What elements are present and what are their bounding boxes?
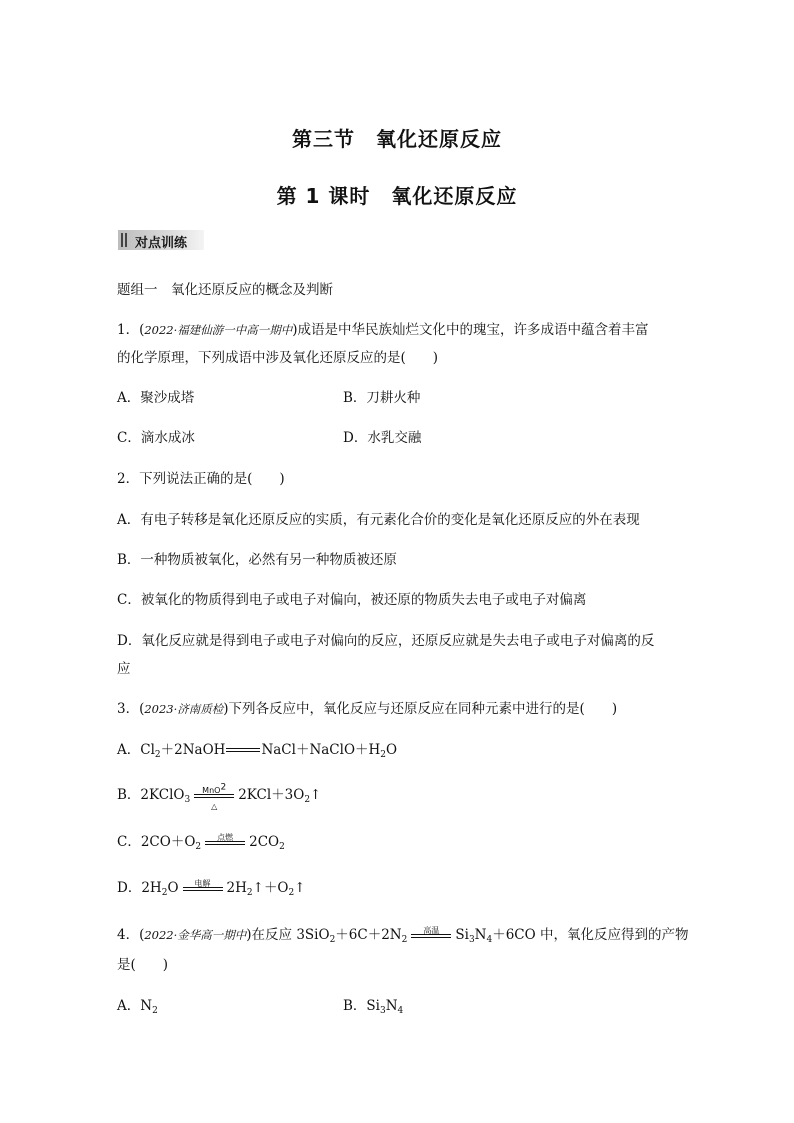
equals-sign-icon	[226, 747, 260, 755]
question-2-stem: 2．下列说法正确的是( )	[117, 471, 285, 487]
formula-part: ＋6C＋2N	[335, 927, 402, 943]
question-4-line-2: 是( )	[117, 957, 169, 973]
condition-line	[183, 887, 223, 888]
question-2-option-b: B．一种物质被氧化，必然有另一种物质被还原	[117, 552, 397, 568]
badge-bar-icon	[125, 233, 127, 247]
question-3-option-a	[117, 741, 397, 759]
practice-badge	[118, 230, 204, 250]
option-label: A．	[117, 742, 141, 758]
formula-part: Si	[455, 927, 469, 943]
subscript: 2	[152, 1006, 158, 1016]
formula-part: NaCl＋NaClO＋H	[261, 742, 381, 758]
formula-part: 2CO＋O	[140, 834, 196, 850]
question-1-line-1	[117, 321, 649, 339]
condition-text: MnO	[202, 785, 221, 795]
formula-part: N	[474, 927, 487, 943]
formula-part: )在反应 3SiO	[246, 927, 330, 943]
question-text: ＋6CO 中，氧化反应得到的产物	[492, 927, 689, 943]
condition-text: 高温	[423, 925, 440, 935]
gas-arrow-icon: ↑	[294, 880, 306, 896]
gas-arrow-icon: ↑	[252, 880, 264, 896]
question-4-option-a	[117, 997, 158, 1015]
question-1-option-d: D．水乳交融	[343, 430, 422, 446]
question-number: 1．(	[117, 322, 145, 338]
question-2-option-a: A．有电子转移是氧化还原反应的实质，有元素化合价的变化是氧化还原反应的外在表现	[117, 512, 640, 528]
reaction-condition	[183, 878, 223, 897]
formula-part: O	[386, 742, 398, 758]
formula-part: ＋O	[263, 880, 289, 896]
question-1-line-2: 的化学原理，下列成语中涉及氧化还原反应的是( )	[117, 350, 439, 366]
formula-part: 2KClO	[140, 787, 185, 803]
subscript: 2	[246, 888, 253, 898]
gas-arrow-icon: ↑	[310, 787, 322, 803]
group-heading: 题组一 氧化还原反应的概念及判断	[117, 282, 333, 298]
subscript: 3	[184, 795, 191, 805]
subscript: 2	[279, 842, 285, 852]
question-3-option-c	[117, 833, 285, 851]
question-4-option-b	[343, 997, 403, 1015]
subscript: 2	[304, 795, 311, 805]
subscript: 4	[486, 935, 493, 945]
formula-part: ＋2NaOH	[160, 742, 226, 758]
subscript: 2	[195, 842, 202, 852]
option-label: B．	[117, 787, 141, 803]
question-1-option-a: A．聚沙成塔	[117, 390, 195, 406]
question-source: 2022·福建仙游一中高一期中	[144, 323, 293, 337]
condition-line	[205, 841, 245, 842]
formula-part: 2KCl＋3O	[238, 787, 305, 803]
question-3-option-b	[117, 781, 322, 811]
superscript: 2	[220, 781, 227, 792]
formula-part: N	[385, 998, 398, 1014]
question-number: 4．(	[117, 927, 145, 943]
condition-line	[194, 794, 234, 795]
subscript: 2	[161, 888, 168, 898]
question-text: )下列各反应中，氧化反应与还原反应在同种元素中进行的是( )	[223, 701, 618, 717]
option-label: C．	[117, 834, 141, 850]
subscript: 2	[401, 935, 408, 945]
subscript: 4	[397, 1006, 404, 1016]
subscript: 2	[380, 750, 387, 760]
question-4-line-1	[117, 926, 689, 944]
reaction-condition	[205, 832, 245, 851]
formula-part: 2H	[226, 880, 247, 896]
option-label: D．	[117, 880, 142, 896]
question-3-stem	[117, 700, 617, 718]
formula-part: 2H	[141, 880, 162, 896]
section-title: 第三节 氧化还原反应	[292, 127, 502, 151]
question-2-option-d-line-2: 应	[117, 661, 131, 677]
condition-line	[411, 937, 451, 938]
question-3-option-d	[117, 879, 306, 897]
formula-part: 2CO	[249, 834, 280, 850]
formula-part: O	[167, 880, 179, 896]
badge-bar-icon	[121, 233, 123, 247]
condition-line	[183, 890, 223, 891]
option-label: A．N	[117, 998, 153, 1014]
question-2-option-d-line-1: D．氧化反应就是得到电子或电子对偏向的反应，还原反应就是失去电子或电子对偏离的反	[117, 633, 655, 649]
subscript: 2	[288, 888, 295, 898]
condition-line	[411, 934, 451, 935]
condition-line	[205, 844, 245, 845]
subscript: 3	[380, 1006, 386, 1016]
heat-symbol-icon: △	[211, 801, 218, 811]
condition-text: 点燃	[217, 832, 234, 842]
question-2-option-c: C．被氧化的物质得到电子或电子对偏向，被还原的物质失去电子或电子对偏离	[117, 592, 587, 608]
reaction-condition	[194, 781, 234, 811]
question-source: 2022·金华高一期中	[144, 928, 247, 942]
condition-text: 电解	[194, 878, 211, 888]
question-text: )成语是中华民族灿烂文化中的瑰宝，许多成语中蕴含着丰富	[292, 322, 649, 338]
question-number: 3．(	[117, 701, 145, 717]
lesson-title: 第 1 课时 氧化还原反应	[276, 184, 518, 208]
subscript: 3	[468, 935, 475, 945]
question-1-option-c: C．滴水成冰	[117, 430, 195, 446]
question-1-option-b: B．刀耕火种	[343, 390, 421, 406]
reaction-condition	[411, 925, 451, 944]
subscript: 2	[154, 750, 161, 760]
question-source: 2023·济南质检	[144, 702, 224, 716]
formula-part: Cl	[140, 742, 155, 758]
option-label: B．Si	[343, 998, 380, 1014]
subscript: 2	[329, 935, 336, 945]
badge-label: 对点训练	[135, 236, 188, 251]
